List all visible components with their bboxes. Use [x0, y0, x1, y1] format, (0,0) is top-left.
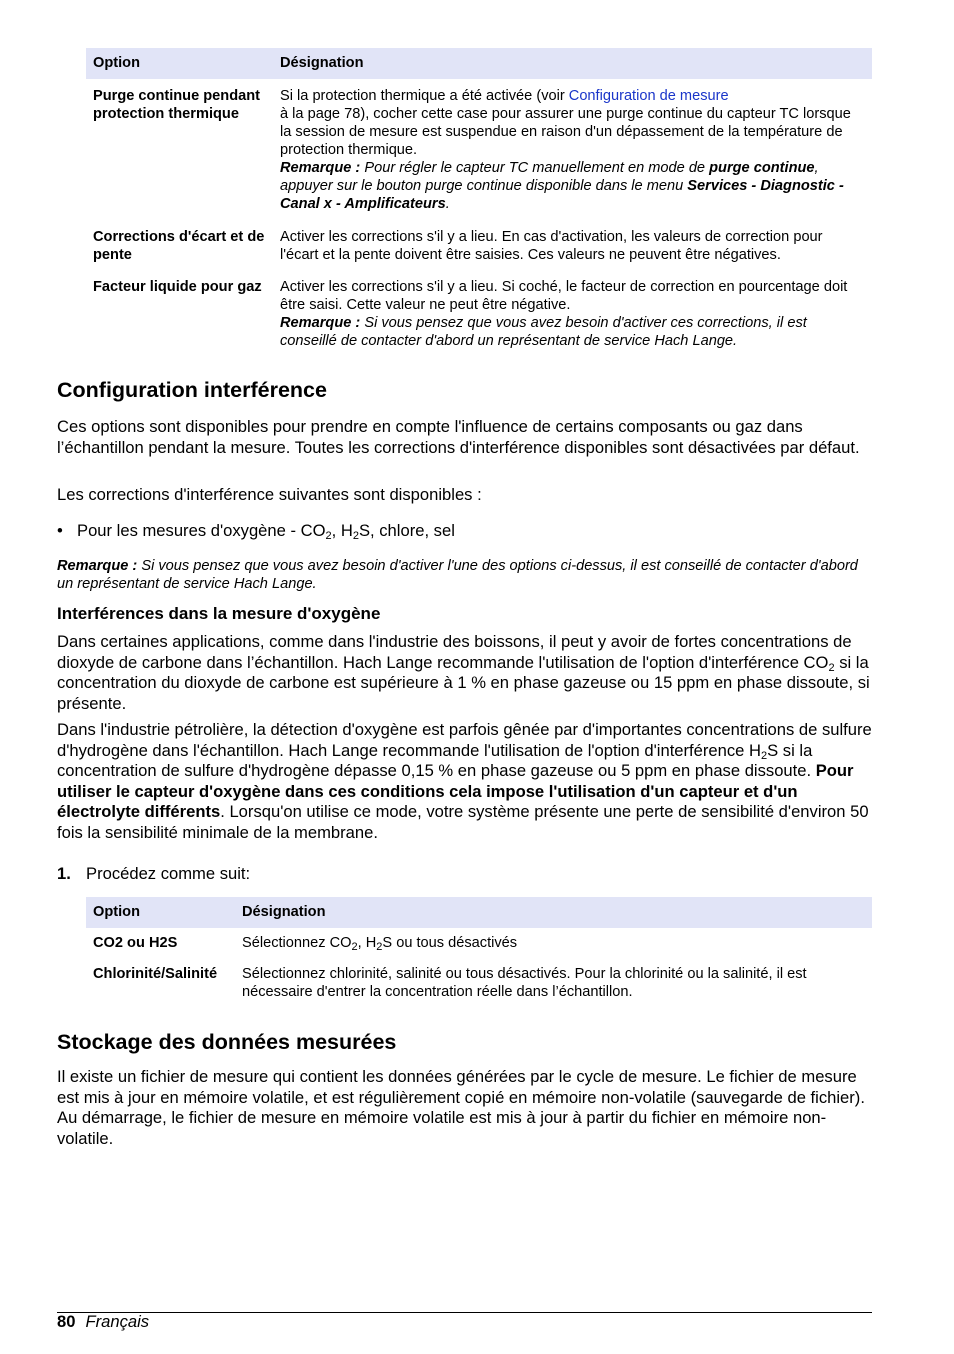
footer-divider: [57, 1312, 872, 1313]
designation-cell: Sélectionnez $CO_2$, $H_2S$ ou tous désactivés: [242, 935, 518, 953]
column-header-designation: Désignation: [235, 897, 872, 928]
bullet-icon: •: [57, 521, 63, 540]
table-row: [86, 79, 872, 213]
paragraph: Les corrections d'interférence suivantes sont disponibles :: [57, 485, 482, 504]
designation-cell: Sélectionnez chlorinité, salinité ou tous désactivés. Pour la chlorinité ou la salinité, il est nécessaire d'entrer la concentration réelle dans l’échantillon.: [242, 966, 807, 1000]
section-title-interference: Configuration interférence: [57, 378, 327, 402]
paragraph: Dans certaines applications, comme dans l'industrie des boissons, il peut y avoir de fortes concentrations de dioxyde de carbone dans l’échantillon. Hach Lange recommande l'utilisation de l'option d'interférence $CO_2$ si la concentration du dioxyde de carbone est supérieure à 1 % en phase gazeuse ou 15 ppm en phase dissoute, si présente.: [57, 632, 870, 713]
designation-cell: Si la protection thermique a été activée (voir Configuration de mesure à la page 78), cocher cette case pour assurer une purge continue du capteur TC lorsque la session de mesure est suspendue en raison d'un dépassement de la température de protection thermique. Remarque : Pour régler le capteur TC manuellement en mode de purge continue, appuyer sur le bouton purge continue disponible dans le menu Services - Diagnostic - Canal x - Amplificateurs.: [273, 79, 872, 213]
page-number: 80: [57, 1312, 76, 1331]
subsection-title-oxygen: Interférences dans la mesure d'oxygène: [57, 604, 381, 623]
paragraph: Dans l'industrie pétrolière, la détection d'oxygène est parfois gênée par d'importantes concentrations de sulfure d'hydrogène dans l'échantillon. Hach Lange recommande l'utilisation de l'option d'interférence $H_2S$ si la concentration de sulfure d'hydrogène dépasse 0,15 % en phase gazeuse ou 5 ppm en phase dissoute. Pour utiliser le capteur d'oxygène dans ces conditions cela impose l'utilisation d'un capteur et d'un électrolyte différents. Lorsqu'on utilise ce mode, votre système présente une perte de sensibilité d'environ 50 fois la sensibilité minimale de la membrane.: [57, 720, 872, 842]
footer-language: Français: [85, 1312, 150, 1331]
options-table-measurement: [86, 48, 872, 350]
option-cell: Purge continue pendant protection thermique: [93, 88, 261, 122]
configuration-de-mesure-link[interactable]: Configuration de mesure: [568, 88, 729, 104]
column-header-designation: Désignation: [273, 48, 872, 79]
paragraph: Il existe un fichier de mesure qui contient les données générées par le cycle de mesure. Le fichier de mesure est mis à jour en mémoire volatile, et est régulièrement copié en mémoire non-volatile (sauvegarde de fichier). Au démarrage, le fichier de mesure en mémoire volatile est mis à jour à partir du fichier en mémoire non-volatile.: [57, 1067, 865, 1148]
remark: Remarque : Pour régler le capteur TC manuellement en mode de purge continue, appuyer sur le bouton purge continue disponible dans le menu Services - Diagnostic - Canal x - Amplificateurs.: [280, 160, 844, 212]
option-cell: Facteur liquide pour gaz: [93, 279, 262, 295]
options-table-interference: [86, 897, 872, 1001]
designation-cell: Activer les corrections s'il y a lieu. Si coché, le facteur de correction en pourcentage doit être saisi. Cette valeur ne peut être négative. Remarque : Si vous pensez que vous avez besoin d'activer ces corrections, il est conseillé de contacter d'abord un représentant de service Hach Lange.: [273, 264, 872, 350]
designation-cell: Activer les corrections s'il y a lieu. En cas d'activation, les valeurs de correction pour l'écart et la pente doivent être saisies. Ces valeurs ne peuvent être négatives.: [280, 229, 823, 263]
table-row: [86, 213, 872, 264]
option-cell: Chlorinité/Salinité: [93, 966, 218, 982]
section-title-storage: Stockage des données mesurées: [57, 1030, 397, 1054]
table-row: [86, 952, 872, 1001]
remark: Remarque : Si vous pensez que vous avez besoin d'activer l'une des options ci-dessus, il est conseillé de contacter d'abord un représentant de service Hach Lange.: [57, 558, 858, 592]
paragraph: Ces options sont disponibles pour prendre en compte l'influence de certains composants ou gaz dans l’échantillon pendant la mesure. Toutes les corrections d'interférence disponibles sont désactivées par défaut.: [57, 417, 860, 457]
remark: Remarque : Si vous pensez que vous avez besoin d'activer ces corrections, il est conseillé de contacter d'abord un représentant de service Hach Lange.: [280, 315, 807, 349]
step-text: Procédez comme suit:: [86, 864, 251, 883]
list-item: • Pour les mesures d'oxygène - $CO_2$, $H_2S$, chlore, sel: [57, 521, 455, 542]
column-header-option: Option: [86, 897, 235, 928]
page-footer: [57, 1312, 149, 1332]
option-cell: CO2 ou H2S: [93, 935, 178, 951]
table-row: [86, 928, 872, 952]
table-row: [86, 264, 872, 350]
step-item: [57, 864, 250, 885]
column-header-option: Option: [86, 48, 273, 79]
table-header-row: [86, 48, 872, 79]
table-header-row: [86, 897, 872, 928]
option-cell: Corrections d'écart et de pente: [93, 229, 265, 263]
step-number: 1.: [57, 864, 71, 883]
